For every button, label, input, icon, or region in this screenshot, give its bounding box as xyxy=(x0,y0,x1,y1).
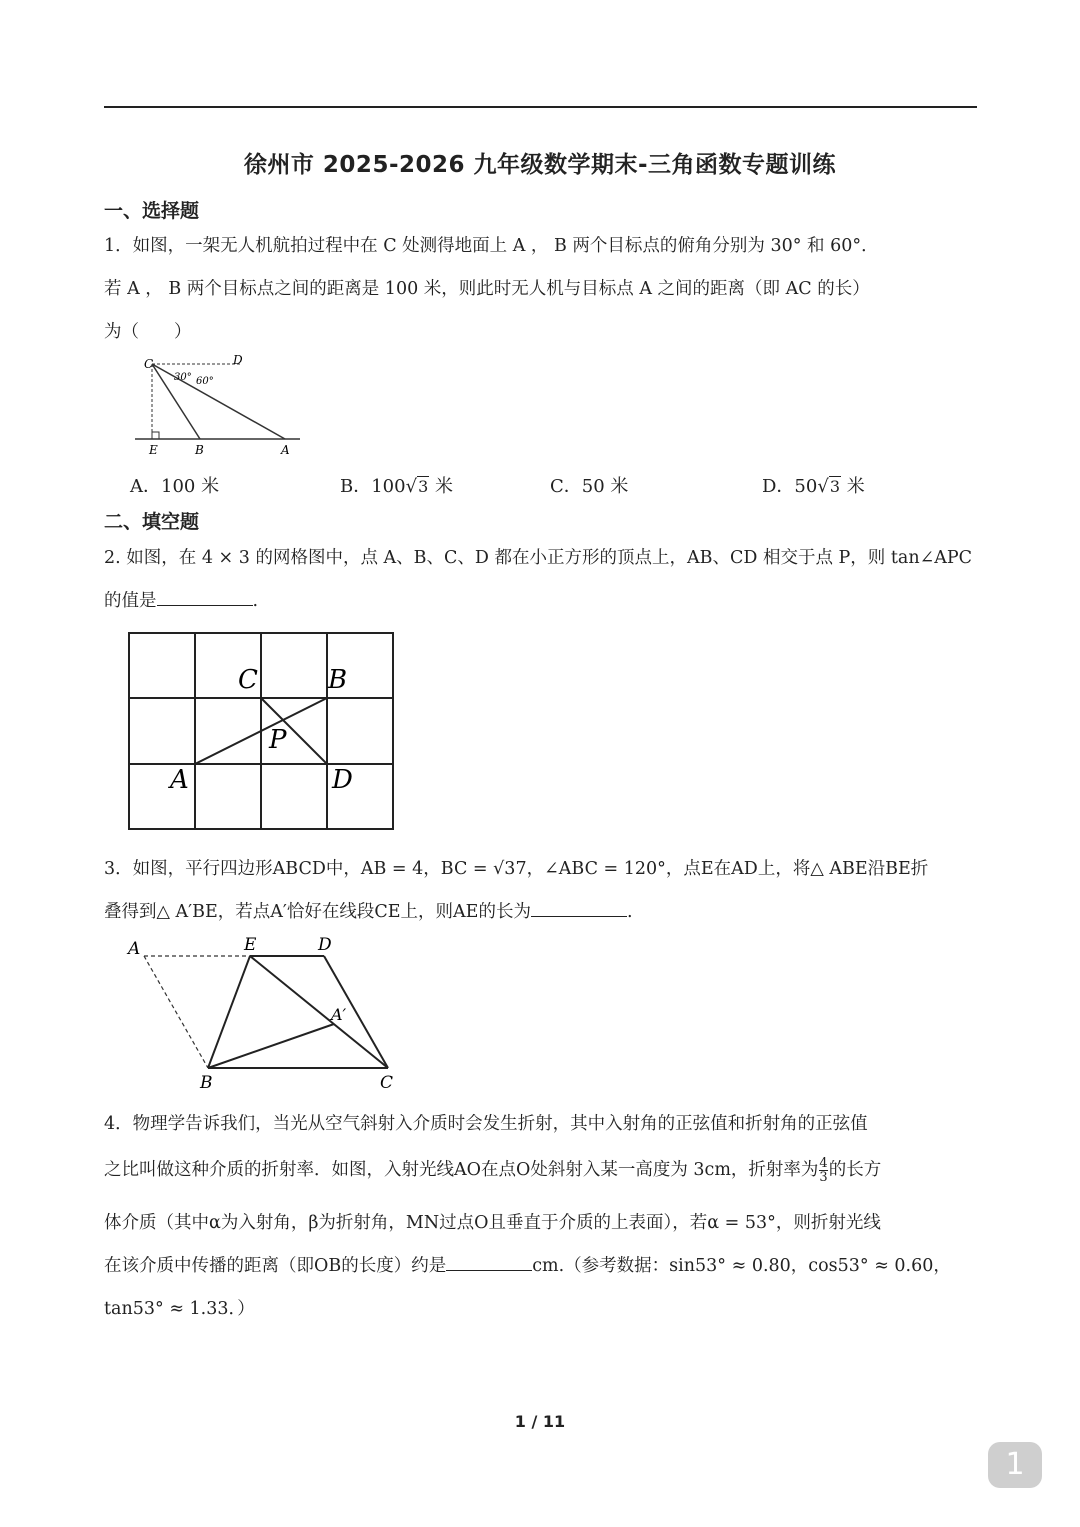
q1-label-60: 60° xyxy=(196,376,214,387)
q4-line3: 体介质（其中α为入射角，β为折射角，MN过点O且垂直于介质的上表面），若α = 53°，则折射光线 xyxy=(104,1213,881,1233)
q1-option-a: A．100 米 xyxy=(130,476,220,497)
q2-label-a: A xyxy=(170,765,189,795)
section-fill-heading: 二、填空题 xyxy=(104,511,200,533)
q1-figure xyxy=(130,350,305,460)
q3-label-a-prime: A′ xyxy=(331,1005,347,1024)
q4-line1: 4．物理学告诉我们，当光从空气斜射入介质时会发生折射，其中入射角的正弦值和折射角的正弦值 xyxy=(104,1114,868,1134)
q2-line1: 2. 如图，在 4 × 3 的网格图中，点 A、B、C、D 都在小正方形的顶点上，AB、CD 相交于点 P，则 tan∠APC xyxy=(104,548,973,568)
q2-label-d: D xyxy=(332,765,353,795)
q3-answer-blank xyxy=(531,898,627,917)
q4-line4-suffix: cm.（参考数据：sin53° ≈ 0.80，cos53° ≈ 0.60， xyxy=(532,1256,951,1276)
q3-label-c: C xyxy=(380,1073,394,1093)
q4-line5: tan53° ≈ 1.33．） xyxy=(104,1299,255,1319)
q2-answer-blank xyxy=(157,587,253,606)
q1-label-e: E xyxy=(149,443,158,457)
header-rule xyxy=(104,106,977,108)
q1-option-d-unit: 米 xyxy=(846,476,865,497)
q2-label-b: B xyxy=(328,665,348,695)
q2-line2-prefix: 的值是 xyxy=(104,591,157,611)
q1-option-c: C．50 米 xyxy=(550,476,629,497)
q1-option-d-radicand: 3 xyxy=(829,477,841,496)
q1-line1: 1．如图，一架无人机航拍过程中在 C 处测得地面上 A ， B 两个目标点的俯角分别为 30° 和 60°． xyxy=(104,236,879,256)
q1-line2: 若 A ， B 两个目标点之间的距离是 100 米，则此时无人机与目标点 A 之间的距离（即 AC 的长） xyxy=(104,279,870,299)
q1-label-c: C xyxy=(144,357,154,371)
q1-option-b-prefix: B．100 xyxy=(340,476,406,497)
q4-fraction xyxy=(819,1157,827,1184)
q4-answer-blank xyxy=(446,1252,532,1271)
q1-option-b: B．100√3 米 xyxy=(340,476,453,497)
q1-label-a: A xyxy=(281,443,290,457)
q3-label-e: E xyxy=(244,935,257,955)
page-badge-button[interactable]: 1 xyxy=(988,1442,1042,1488)
q4-line2-prefix: 之比叫做这种介质的折射率．如图，入射光线AO在点O处斜射入某一高度为 3cm，折射率为 xyxy=(104,1160,819,1180)
q1-label-d: D xyxy=(233,353,243,367)
q2-line2 xyxy=(104,587,258,612)
page-indicator: 1 / 11 xyxy=(514,1412,566,1431)
q3-line2-suffix: . xyxy=(626,902,633,922)
q1-line3: 为（ ） xyxy=(104,322,192,342)
q4-line4 xyxy=(104,1252,951,1277)
section-choice-heading: 一、选择题 xyxy=(104,200,200,222)
q1-label-b: B xyxy=(195,443,204,457)
q2-grid-figure xyxy=(128,632,394,830)
q3-label-b: B xyxy=(200,1073,213,1093)
q3-line2-prefix: 叠得到△ A′BE，若点A′恰好在线段CE上，则AE的长为 xyxy=(104,902,531,922)
q2-label-c: C xyxy=(238,665,258,695)
q1-option-b-unit: 米 xyxy=(435,476,453,497)
q2-label-p: P xyxy=(269,725,287,755)
q4-line2 xyxy=(104,1156,881,1184)
q2-line2-suffix: . xyxy=(252,591,259,611)
q1-option-b-radicand: 3 xyxy=(418,477,429,496)
q1-option-d: D．50√3 米 xyxy=(762,476,865,497)
q3-line2 xyxy=(104,898,633,923)
q4-fraction-num: 4 xyxy=(819,1156,828,1171)
q1-option-d-prefix: D．50 xyxy=(762,476,818,497)
q4-fraction-den: 3 xyxy=(819,1170,828,1185)
q1-label-30: 30° xyxy=(174,372,192,383)
q3-label-d: D xyxy=(318,935,332,955)
q3-label-a: A xyxy=(128,939,141,959)
q3-parallelogram-figure xyxy=(126,934,406,1092)
q3-line1: 3．如图，平行四边形ABCD中，AB = 4，BC = √37，∠ABC = 120°，点E在AD上，将△ ABE沿BE折 xyxy=(104,859,929,879)
q4-line4-prefix: 在该介质中传播的距离（即OB的长度）约是 xyxy=(104,1256,447,1276)
page-title: 徐州市 2025-2026 九年级数学期末-三角函数专题训练 xyxy=(243,152,837,178)
q4-line2-suffix: 的长方 xyxy=(828,1160,882,1180)
